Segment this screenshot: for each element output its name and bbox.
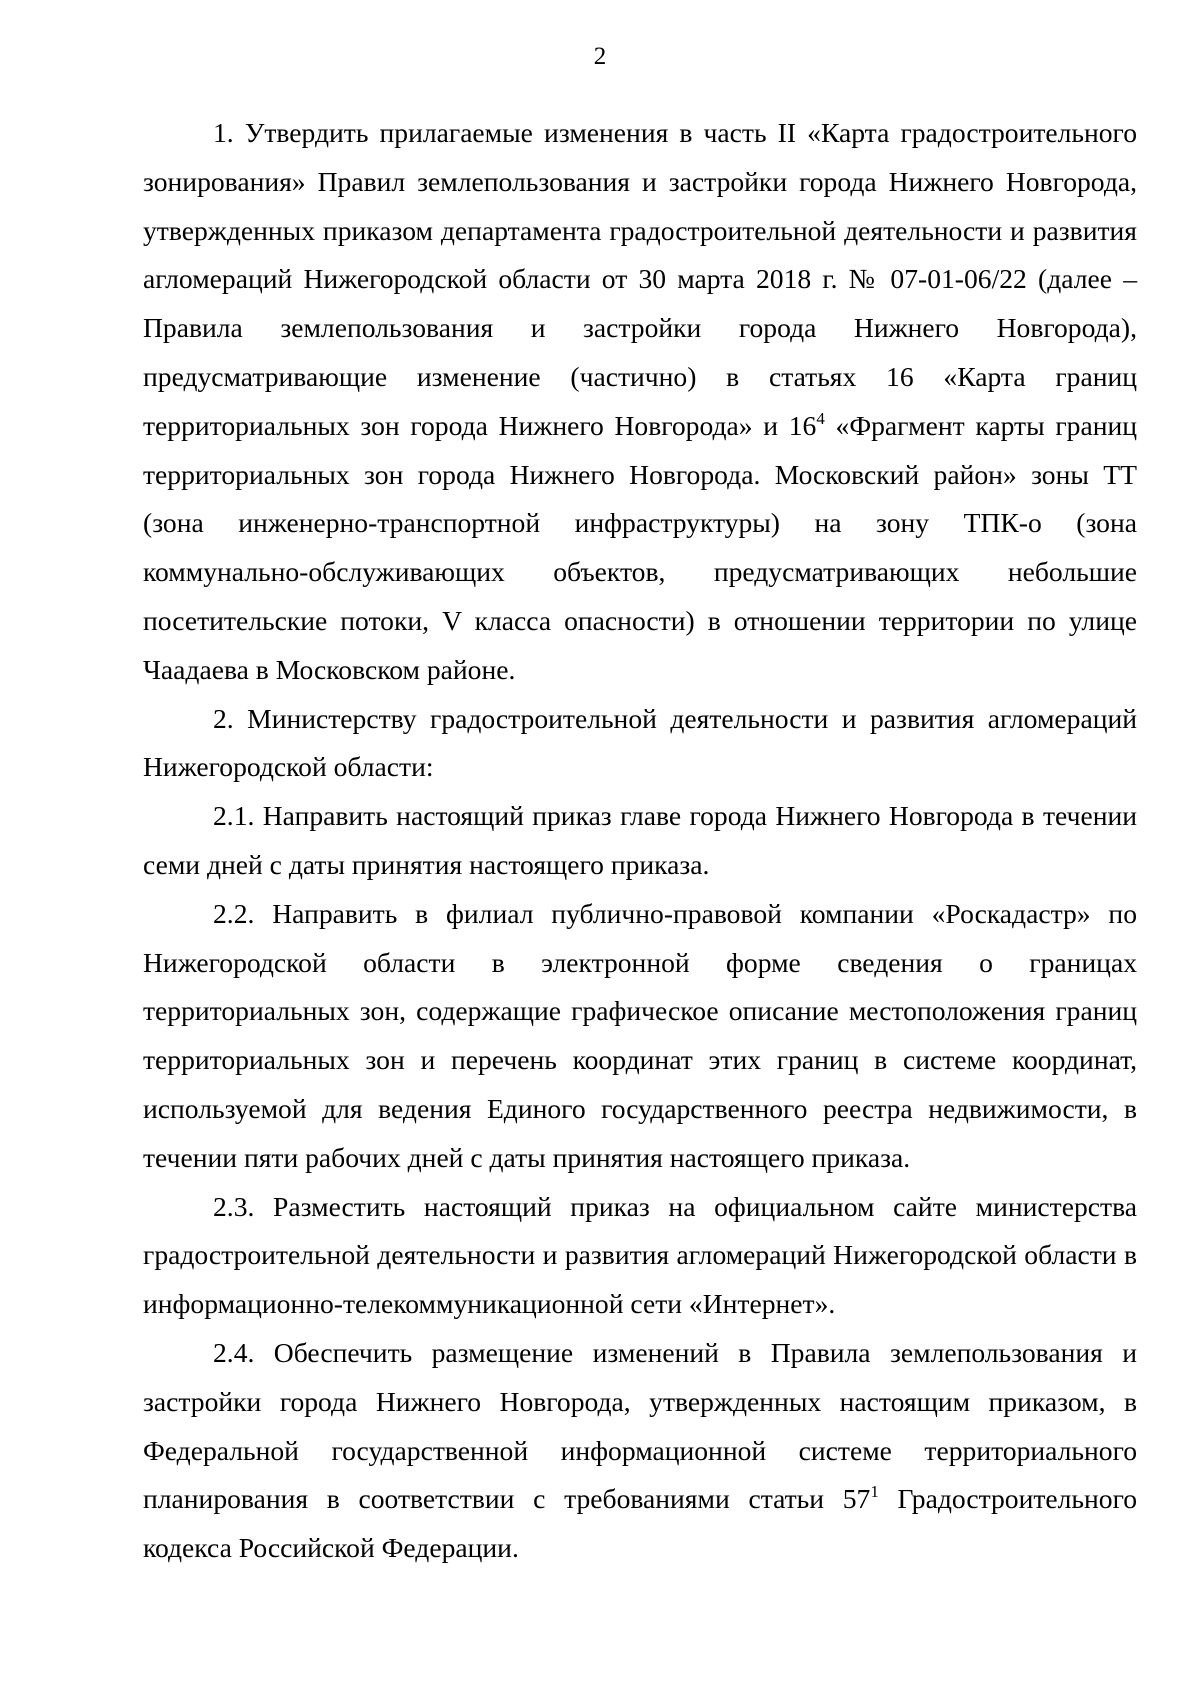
paragraph-2-4-text-part-2: Градостроительного кодекса Российской Федерации. [143,1483,1137,1564]
paragraph-2-4-fgis-tp [143,1329,1137,1573]
paragraph-2-2-send-to-roskadastr: 2.2. Направить в филиал публично-правовой компании «Роскадастр» по Нижегородской области в электронной форме сведения о границах территориальных зон, содержащие графическое описание местоположения границ территориальных зон и перечень координат этих границ в системе координат, используемой для ведения Единого государственного реестра недвижимости, в течении пяти рабочих дней с даты принятия настоящего приказа. [143,897,1137,1173]
paragraph-2-ministry: 2. Министерству градостроительной деятельности и развития агломераций Нижегородской области: [143,702,1137,783]
article-number-superscript: 4 [816,408,825,428]
page-number: 2 [593,43,607,70]
document-body [143,109,1137,1573]
paragraph-1-text-part-2: «Фрагмент карты границ территориальных зон города Нижнего Новгорода. Московский район» зоны ТТ (зона инженерно-транспортной инфраструктуры) на зону ТПК-о (зона коммунально-обслуживающих объектов, предусматривающих небольшие посетительские потоки, V класса опасности) в отношении территории по улице Чаадаева в Московском районе. [143,409,1137,685]
paragraph-2-4-text-part-1: 2.4. Обеспечить размещение изменений в Правила землепользования и застройки города Нижнего Новгорода, утвержденных настоящим приказом, в Федеральной государственной информационной системе территориального планирования в соответствии с требованиями статьи 57 [143,1336,1137,1515]
paragraph-2-1-send-to-head: 2.1. Направить настоящий приказ главе города Нижнего Новгорода в течении семи дней с даты принятия настоящего приказа. [143,800,1137,880]
paragraph-1-approve-changes [143,109,1137,695]
paragraph-2-3-publish-online: 2.3. Разместить настоящий приказ на официальном сайте министерства градостроительной деятельности и развития агломераций Нижегородской области в информационно-телекоммуникационной сети «Интернет». [143,1190,1137,1320]
paragraph-1-text-part-1: 1. Утвердить прилагаемые изменения в часть II «Карта градостроительного зонирования» Правил землепользования и застройки города Нижнего Новгорода, утвержденных приказом департамента градостроительной деятельности и развития агломераций Нижегородской области от 30 марта 2018 г. № 07-01-06/22 (далее – Правила землепользования и застройки города Нижнего Новгорода), предусматривающие изменение (частично) в статьях 16 «Карта границ территориальных зон города Нижнего Новгорода» и 16 [143,117,1137,441]
article-number-superscript: 1 [870,1482,879,1502]
